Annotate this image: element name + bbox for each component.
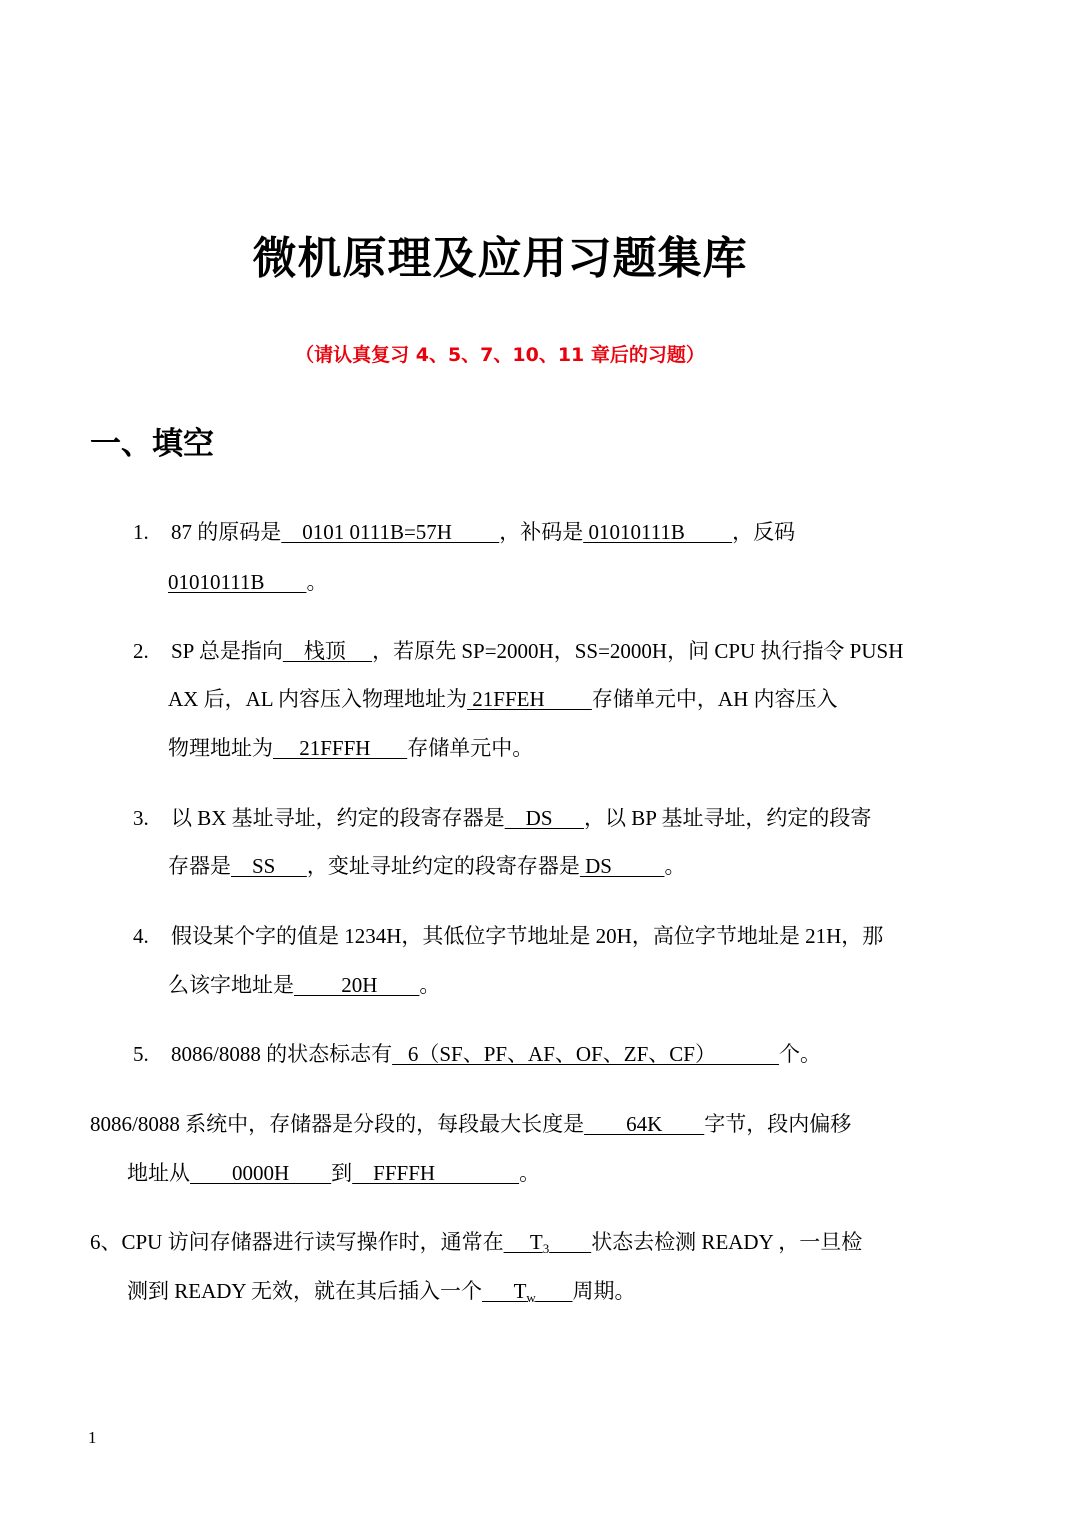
answer-blank: 64K [584, 1112, 705, 1136]
question-text: SP 总是指向 [171, 639, 283, 663]
question-text: 8086/8088 系统中，存储器是分段的，每段最大长度是 [90, 1112, 585, 1136]
question-text: 到 [331, 1161, 353, 1185]
question-text: 87 的原码是 [171, 520, 282, 544]
answer-blank: 01010111B [583, 520, 733, 544]
question-2-line-1 [133, 636, 903, 666]
answer-blank: DS [579, 854, 665, 878]
question-text: 。 [306, 570, 328, 594]
question-text: 存器是 [168, 854, 231, 878]
question-2-line-2 [168, 684, 838, 714]
question-text: 周期。 [572, 1279, 636, 1303]
question-segment-line-1 [90, 1109, 851, 1139]
question-text: 存储单元中。 [407, 736, 534, 760]
answer-blank: DS [504, 806, 585, 830]
question-text: 地址从 [127, 1161, 190, 1185]
answer-blank: 0000H [190, 1161, 332, 1185]
question-text: ，变址寻址约定的段寄存器是 [306, 854, 580, 878]
question-4-line-2 [168, 970, 440, 1000]
answer-blank: 01010111B [168, 570, 307, 594]
question-text: 物理地址为 [168, 736, 273, 760]
question-text: AX 后，AL 内容压入物理地址为 [168, 687, 468, 711]
question-number: 1. [133, 520, 149, 544]
question-text: ，反码 [732, 520, 796, 544]
section-heading: 一、填空 [90, 426, 214, 462]
question-text: 个。 [778, 1042, 821, 1066]
question-number: 2. [133, 639, 149, 663]
question-text: 6、CPU 访问存储器进行读写操作时，通常在 [90, 1230, 504, 1254]
question-text: ，若原先 SP=2000H，SS=2000H，问 CPU 执行指令 PUSH [372, 639, 904, 663]
question-6-line-2 [127, 1276, 636, 1306]
question-3-line-2 [168, 851, 685, 881]
question-text: 存储单元中，AH 内容压入 [591, 687, 838, 711]
question-1-line-2 [168, 567, 327, 597]
question-text: ，以 BP 基址寻址，约定的段寄 [584, 806, 872, 830]
question-number: 5. [133, 1042, 149, 1066]
answer-blank: 20H [294, 973, 420, 997]
answer-blank: FFFFH [352, 1161, 520, 1185]
question-text: 。 [419, 973, 441, 997]
question-text: 字节，段内偏移 [704, 1112, 852, 1136]
question-2-line-3 [168, 733, 533, 763]
answer-blank: SS [231, 854, 307, 878]
question-text: ，补码是 [499, 520, 584, 544]
question-4-line-1 [133, 921, 883, 951]
question-1-line-1 [133, 517, 795, 547]
question-text: 状态去检测 READY ，一旦检 [591, 1230, 863, 1254]
review-note: （请认真复习 4、5、7、10、11 章后的习题） [295, 344, 705, 366]
question-5-line-1 [133, 1039, 821, 1069]
answer-blank: 21FFFH [273, 736, 408, 760]
question-text: 假设某个字的值是 1234H，其低位字节地址是 20H，高位字节地址是 21H，那 [171, 924, 884, 948]
answer-blank: 0101 0111B=57H [281, 520, 500, 544]
answer-blank: 21FFEH [467, 687, 592, 711]
answer-blank: $T_w$ [482, 1279, 536, 1305]
question-6-line-1 [90, 1227, 862, 1257]
subscript: 3 [542, 1241, 550, 1256]
answer-blank: 6（SF、PF、AF、OF、ZF、CF） [392, 1042, 779, 1066]
question-number: 4. [133, 924, 149, 948]
question-3-line-1 [133, 803, 871, 833]
question-number: 3. [133, 806, 149, 830]
question-text: 测到 READY 无效，就在其后插入一个 [127, 1279, 483, 1303]
question-text: 么该字地址是 [168, 973, 294, 997]
answer-blank: $T_3$ [503, 1230, 550, 1256]
question-text: 以 BX 基址寻址，约定的段寄存器是 [171, 806, 505, 830]
question-text: 。 [519, 1161, 541, 1185]
document-title: 微机原理及应用习题集库 [252, 233, 748, 284]
question-segment-line-2 [127, 1158, 540, 1188]
question-text: 8086/8088 的状态标志有 [171, 1042, 393, 1066]
page-number: 1 [88, 1428, 97, 1447]
question-text: 。 [664, 854, 686, 878]
subscript: w [526, 1290, 536, 1305]
answer-blank: 栈顶 [282, 639, 373, 663]
